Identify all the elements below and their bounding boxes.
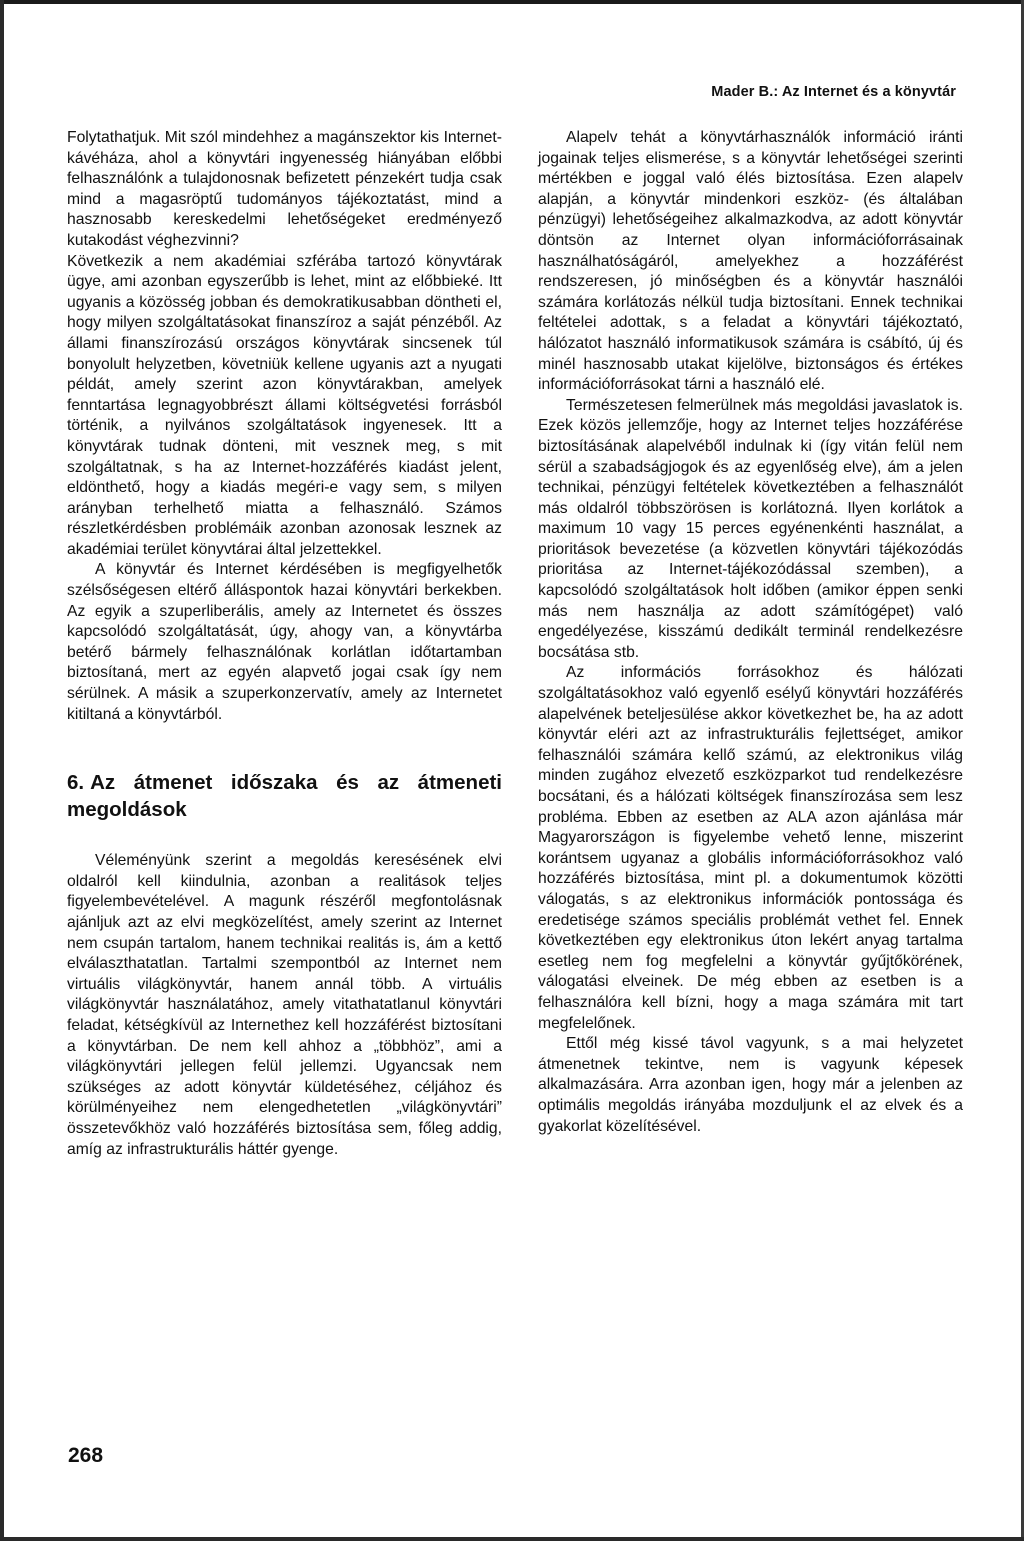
scan-edge-top [0,0,1024,4]
section-title: Az átmenet időszaka és az átmeneti megoldások [67,771,502,822]
paragraph: A könyvtár és Internet kérdésében is megfigyelhetők szélsőségesen eltérő álláspontok hazai könyvtári berkekben. Az egyik a szuperliberális, amely az Internetet és összes kapcsolódó szolgáltatását, úgy, ahogy van, a könyvtárba betérő bármely felhasználónak korlátlan időtartamban biztosítaná, mert az egyén alapvető jogai csak így nem sérülnek. A másik a szuperkonzervatív, amely az Internetet kitiltaná a könyvtárból. [67,561,502,723]
paragraph: Természetesen felmerülnek más megoldási javaslatok is. Ezek közös jellemzője, hogy az Internet teljes hozzáférése biztosításának alapelvéből indulnak ki (így vitán felül nem sérül a szabadságjogok és az egyenlőség elve), ám a jelen technikai, pénzügyi feltételek következtében a felhasználót más oldalról többszörösen is korlátozná. Ilyen korlátok a maximum 10 vagy 15 perces egyénenkénti használat, a prioritások bevezetése (a közvetlen könyvtári tájékozódás prioritása az Internet-tájékozódással szemben), a kapcsolódó szolgáltatások holt időben (amikor éppen senki más nem használja az adott számítógépet) való engedélyezése, kisszámú dedikált terminál rendelkezésre bocsátása stb. [538,396,963,661]
left-column [67,128,502,1160]
section-heading [67,769,502,823]
paragraph: Folytathatjuk. Mit szól mindehhez a magánszektor kis Internet-kávéháza, ahol a könyvtári ingyenesség hiányában előbbi felhasználónk a tulajdonosnak befizetett pénzekért tudja csak mind a magasröptű tudományos tájékoztatást, mind a hasznosabb kereskedelmi lehetőségeket eredményező kutakodást véghezvinni? [67,129,502,249]
paragraph: Az információs forrásokhoz és hálózati szolgáltatásokhoz való egyenlő esélyű könyvtári hozzáférés alapelvének beteljesülése akkor következhet be, ha az adott könyvtár eléri azt az infrastrukturális fejlettséget, amikor felhasználói számára kellő számú, az elektronikus világ minden zugához elvezető eszközparkot tud rendelkezésre bocsátani, és a hálózati költségek finanszírozása sem lesz probléma. Ebben az esetben az ALA azon ajánlása már Magyarországon is figyelembe vehető lenne, miszerint korántsem ugyanaz a globális információforrásokhoz való hozzáférés biztosítása, mint pl. a dokumentumok közötti válogatás, s az elektronikus információk pontossága és eredetisége számos speciális problémát vethet fel. Ennek következtében egy elektronikus úton lekért anyag tartalma esetleg nem fog megfelelni a könyvtár gyűjtőkörének, válogatási elveinek. De még ebben az esetben is a felhasználóra kell bízni, hogy a maga számára mit tart megfelelőnek. [538,664,963,1032]
page-number: 268 [68,1444,104,1467]
paragraph: Ettől még kissé távol vagyunk, s a mai helyzetet átmenetnek tekintve, nem is vagyunk képesek alkalmazására. Arra azonban igen, hogy már a jelenben az optimális megoldás irányába mozduljunk el az elvek és a gyakorlat közelítésével. [538,1035,963,1135]
paragraph: Alapelv tehát a könyvtárhasználók információ iránti jogainak teljes elismerése, s a könyvtár lehetőségei szerinti mértékben e joggal való élés biztosítása. Ezen alapelv alapján, a könyvtár mindenkori eszköz- (és általában pénzügyi) lehetőségeihez alkalmazkodva, az adott könyvtár döntsön az Internet olyan információforrásainak használhatóságáról, amelyekhez a hozzáférést rendszeresen, jó minőségben és a könyvtár használói számára korlátozás nélkül tudja biztosítani. Ennek technikai feltételei adottak, s a feladat a könyvtári tájékoztató, hálózatot használó informatikusok számára is csábító, új és minél hasznosabb utakat kijelölve, biztonságos és értékes információforrásokat tárni a használó elé. [538,129,963,394]
paragraph: Következik a nem akadémiai szférába tartozó könyvtárak ügye, ami azonban egyszerűbb is lehet, mint az előbbieké. Itt ugyanis a közösség jobban és demokratikusabban döntheti el, hogy milyen szolgáltatásokat finanszíroz a saját pénzéből. Az állami finanszírozású országos könyvtárak sincsenek túl bonyolult helyzetben, követniük kellene ugyanis azt a nyugati példát, amely szerint azon könyvtárakban, amelyek fenntartása legnagyobbrészt állami költségvetési forrásból történik, a nyilvános szolgáltatások ingyenesek. Itt a könyvtárak tudnak dönteni, mit vesznek meg, s mit szolgáltatnak, s ha az Internet-hozzáférés kiadást jelent, eldönthető, hogy a kiadás megéri-e vagy sem, s milyen arányban terhelhető miatta a felhasználó. Számos részletkérdésben problémáik azonban azonosak lesznek az akadémiai terület könyvtárai által jelzettekkel. [67,252,502,558]
paragraph: Véleményünk szerint a megoldás keresésének elvi oldalról kell kiindulnia, azonban a realitások teljes figyelembevételével. A magunk részéről megfontolásnak ajánljuk azt az elvi megközelítést, amely szerint az Internet nem csupán tartalom, hanem technikai realitás is, ám a kettő elválaszthatatlan. Tartalmi szempontból az Internet nem virtuális világkönyvtár, hanem annál több. A virtuális világkönyvtár használatához, amely vitathatatlanul könyvtári feladat, kétségkívül az Internethez kell hozzáférést biztosítani a könyvtárban. De nem kell ahhoz a „többhöz”, ami a világkönyvtári jellegen felül jellemzi. Ugyancsak nem szükséges az adott könyvtár küldetéséhez, céljához és körülményeihez nem elengedhetetlen „világkönyvtári” összetevőkhöz való hozzáférés biztosítása sem, főleg addig, amíg az infrastrukturális háttér gyenge. [67,852,502,1158]
right-column [538,128,963,1137]
section-number: 6. [67,771,85,795]
scan-edge-bottom [0,1537,1024,1541]
running-header: Mader B.: Az Internet és a könyvtár [711,84,956,100]
scan-edge-left [0,0,4,1541]
